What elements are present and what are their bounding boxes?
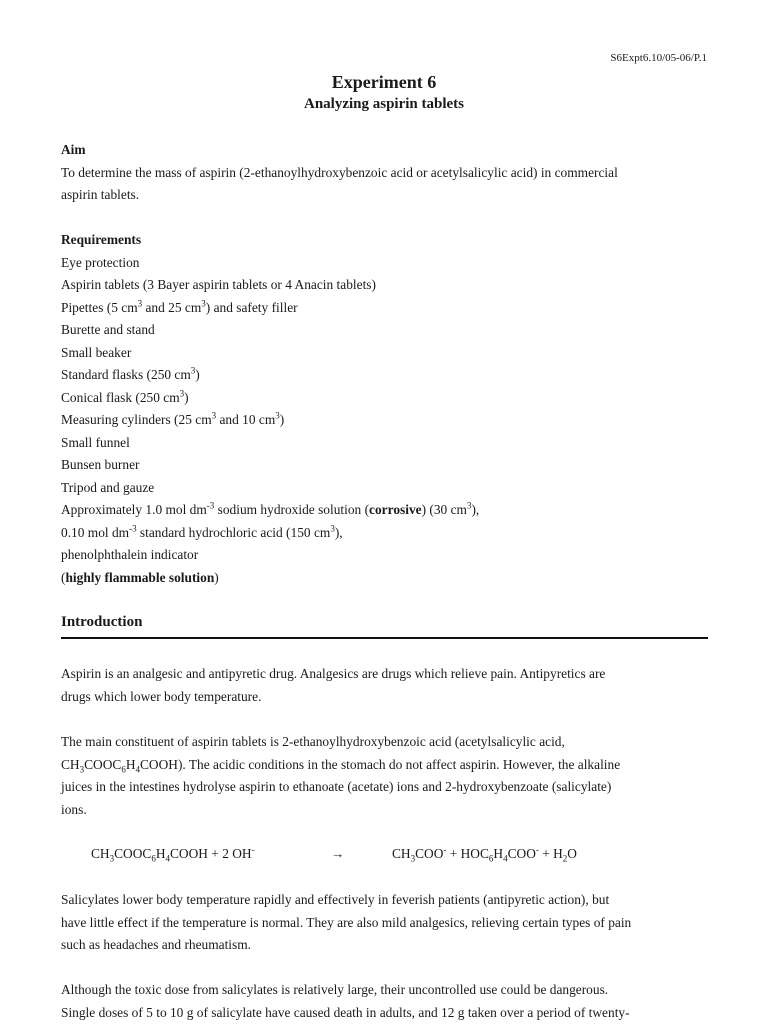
requirement-item-flammable [61,567,711,590]
text-run: ), [334,524,343,540]
equation-right [392,843,577,865]
intro-paragraph-1 [61,663,711,708]
superscript: 3 [201,298,206,309]
text-run: Standard flasks (250 cm [61,367,191,382]
subscript: 6 [121,764,126,775]
text-run: COOH). The acidic conditions in the stomach do not affect aspirin. However, the alkaline [140,756,621,772]
requirement-item: Tripod and gauze [61,479,155,495]
text-run: Conical flask (250 cm [61,389,180,405]
text-run: ), [471,502,480,517]
page-title: Experiment 6 [331,72,437,92]
text-line: Although the toxic dose from salicylates is relatively large, their uncontrolled use could be dangerous. [61,982,609,997]
hazard-label: corrosive [369,502,422,517]
text-run: H [493,846,504,861]
requirement-item: Eye protection [61,254,140,270]
superscript: - [443,844,447,855]
document-code: S6Expt6.10/05-06/P.1 [610,52,707,64]
superscript: -3 [206,500,215,511]
subscript: 4 [135,764,140,775]
text-run: sodium hydroxide solution ( [214,502,370,517]
subscript: 2 [562,853,568,864]
text-run: CH [91,846,110,861]
requirement-item: Bunsen burner [61,457,140,472]
requirements-heading: Requirements [61,232,142,247]
intro-paragraph-2 [61,731,711,821]
superscript: 3 [330,523,335,534]
subscript: 3 [410,853,416,864]
text-run: + HOC [446,846,489,861]
aim-text-line-2: aspirin tablets. [61,187,140,202]
text-run: ) [214,569,219,585]
text-run: ( [61,569,66,585]
text-line: Single doses of 5 to 10 g of salicylate have caused death in adults, and 12 g taken over a period of twenty- [61,1004,630,1020]
superscript: 3 [211,410,217,421]
subscript: 4 [503,853,508,864]
text-run: standard hydrochloric acid (150 cm [136,524,331,540]
text-line: have little effect if the temperature is normal. They are also mild analgesics, relieving certain types of pain [61,914,632,930]
requirement-item: Burette and stand [61,322,155,337]
text-run: H [125,756,136,772]
intro-paragraph-3 [61,889,711,957]
text-line: drugs which lower body temperature. [61,688,262,704]
superscript: 3 [137,298,143,309]
aim-heading: Aim [61,142,86,157]
superscript: 3 [275,410,280,421]
requirement-item: Small funnel [61,434,130,450]
introduction-heading: Introduction [61,614,143,630]
text-run: ) and safety filler [205,299,298,315]
equation-arrow: → [331,846,345,861]
text-line: juices in the intestines hydrolyse aspirin to ethanoate (acetate) ions and 2-hydroxybenzoate (salicylate) [61,779,612,794]
requirement-item: Small beaker [61,344,132,360]
equation-left [91,843,255,865]
text-run: and 10 cm [216,412,276,427]
text-line: such as headaches and rheumatism. [61,937,252,952]
section-divider [61,637,708,639]
aim-section [61,139,711,207]
superscript: 3 [466,500,472,511]
hazard-label: highly flammable solution [65,569,215,585]
requirement-item-pipettes [61,297,711,320]
text-run: COOC [84,756,122,772]
text-line: Aspirin is an analgesic and antipyretic drug. Analgesics are drugs which relieve pain. Antipyretics are [61,666,606,681]
text-run: COO [507,846,536,861]
text-run: COO [415,846,444,861]
text-run: CH [61,756,80,772]
superscript: -3 [129,523,137,534]
superscript: - [251,844,255,855]
text-run: Measuring cylinders (25 cm [61,412,212,427]
requirement-item: Aspirin tablets (3 Bayer aspirin tablets or 4 Anacin tablets) [61,277,376,292]
intro-paragraph-4 [61,979,711,1024]
superscript: 3 [190,365,196,376]
text-run: ) (30 cm [421,502,467,517]
text-run: ) [195,367,200,382]
subscript: 4 [165,853,170,864]
subscript: 3 [79,764,85,775]
superscript: 3 [179,388,185,399]
text-run: ) [184,389,189,405]
subscript: 6 [488,853,494,864]
text-run: Approximately 1.0 mol dm [61,502,207,517]
text-run: O [567,846,577,861]
subscript: 3 [109,853,115,864]
text-run: COOC [114,846,152,861]
text-run: COOH + 2 OH [170,846,252,861]
requirement-item-hcl [61,522,711,545]
subscript: 6 [151,853,156,864]
text-line: ions. [61,801,87,817]
text-line-formula [61,754,711,777]
requirement-item: phenolphthalein indicator [61,547,199,562]
text-run: + H [538,846,563,861]
aim-text-line-1: To determine the mass of aspirin (2-ethanoylhydroxybenzoic acid or acetylsalicylic acid) in commercial [61,164,618,180]
text-run: H [155,846,166,861]
text-run: CH [392,846,411,861]
text-run: and 25 cm [142,299,202,315]
requirement-item-conical-flask [61,387,711,410]
requirement-item-naoh [61,499,711,522]
text-run: 0.10 mol dm [61,524,130,540]
requirement-item-measuring-cylinders [61,409,711,432]
text-line: The main constituent of aspirin tablets is 2-ethanoylhydroxybenzoic acid (acetylsalicylic acid, [61,734,565,749]
text-line: Salicylates lower body temperature rapidly and effectively in feverish patients (antipyretic action), but [61,892,610,907]
text-run: Pipettes (5 cm [61,299,138,315]
requirement-item-standard-flasks [61,364,711,387]
text-run: ) [279,412,285,427]
page-subtitle: Analyzing aspirin tablets [303,96,465,112]
superscript: - [535,844,539,855]
requirements-section [61,229,711,589]
